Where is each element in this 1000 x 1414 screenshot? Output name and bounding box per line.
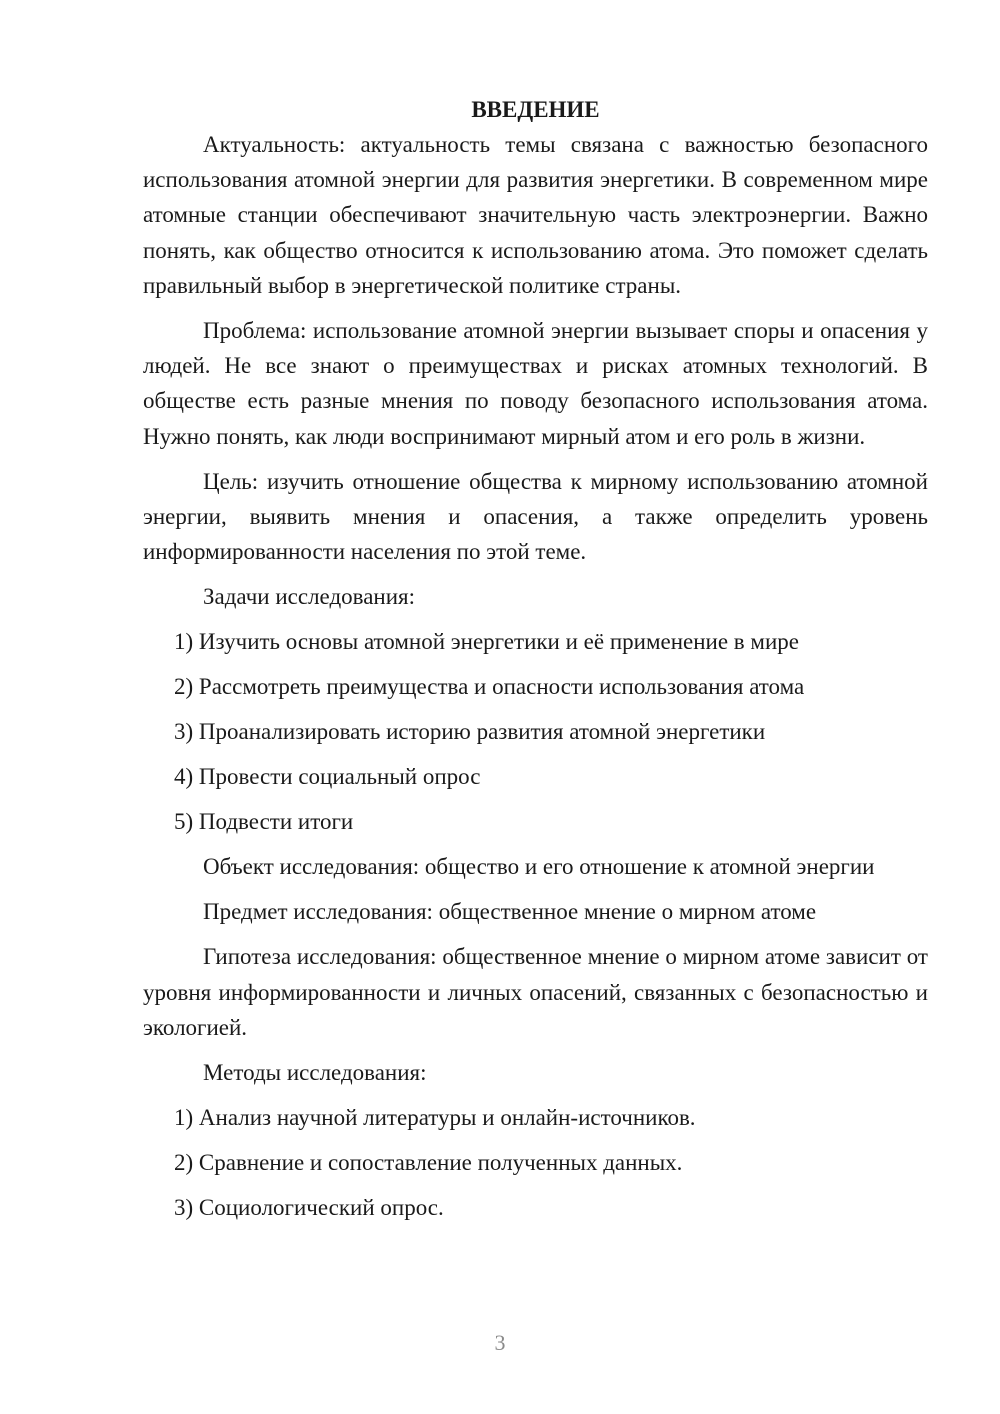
list-item: 4) Провести социальный опрос bbox=[174, 764, 481, 790]
tasks-list bbox=[143, 624, 928, 839]
list-item: 5) Подвести итоги bbox=[174, 809, 354, 835]
list-item: 2) Сравнение и сопоставление полученных данных. bbox=[174, 1150, 683, 1176]
relevance-paragraph: Актуальность: актуальность темы связана с важностью безопасного использования атомной энергии для развития энергетики. В современном мире атомные станции обеспечивают значительную часть электроэнергии. Важно понять, как общество относится к использованию атома. Это поможет сделать правильный выбор в энергетической политике страны. bbox=[143, 132, 928, 298]
section-title: ВВЕДЕНИЕ bbox=[471, 97, 600, 122]
tasks-heading: Задачи исследования: bbox=[203, 584, 416, 610]
object-line: Объект исследования: общество и его отношение к атомной энергии bbox=[203, 854, 875, 880]
list-item: 1) Анализ научной литературы и онлайн-источников. bbox=[174, 1105, 696, 1131]
problem-paragraph: Проблема: использование атомной энергии вызывает споры и опасения у людей. Не все знают о преимуществах и рисках атомных технологий. В обществе есть разные мнения по поводу безопасного использования атома. Нужно понять, как люди воспринимают мирный атом и его роль в жизни. bbox=[143, 318, 928, 449]
methods-heading: Методы исследования: bbox=[203, 1060, 427, 1086]
subject-line: Предмет исследования: общественное мнение о мирном атоме bbox=[203, 899, 817, 925]
document-page bbox=[143, 92, 928, 1225]
hypothesis-paragraph: Гипотеза исследования: общественное мнение о мирном атоме зависит от уровня информированности и личных опасений, связанных с безопасностью и экологией. bbox=[143, 944, 928, 1040]
methods-list bbox=[143, 1100, 928, 1225]
list-item: 1) Изучить основы атомной энергетики и её применение в мире bbox=[174, 629, 799, 655]
list-item: 3) Социологический опрос. bbox=[174, 1195, 444, 1221]
page-number: 3 bbox=[494, 1330, 506, 1355]
goal-paragraph: Цель: изучить отношение общества к мирному использованию атомной энергии, выявить мнения и опасения, а также определить уровень информированности населения по этой теме. bbox=[143, 468, 928, 565]
list-item: 2) Рассмотреть преимущества и опасности использования атома bbox=[174, 674, 805, 700]
list-item: 3) Проанализировать историю развития атомной энергетики bbox=[174, 719, 766, 745]
